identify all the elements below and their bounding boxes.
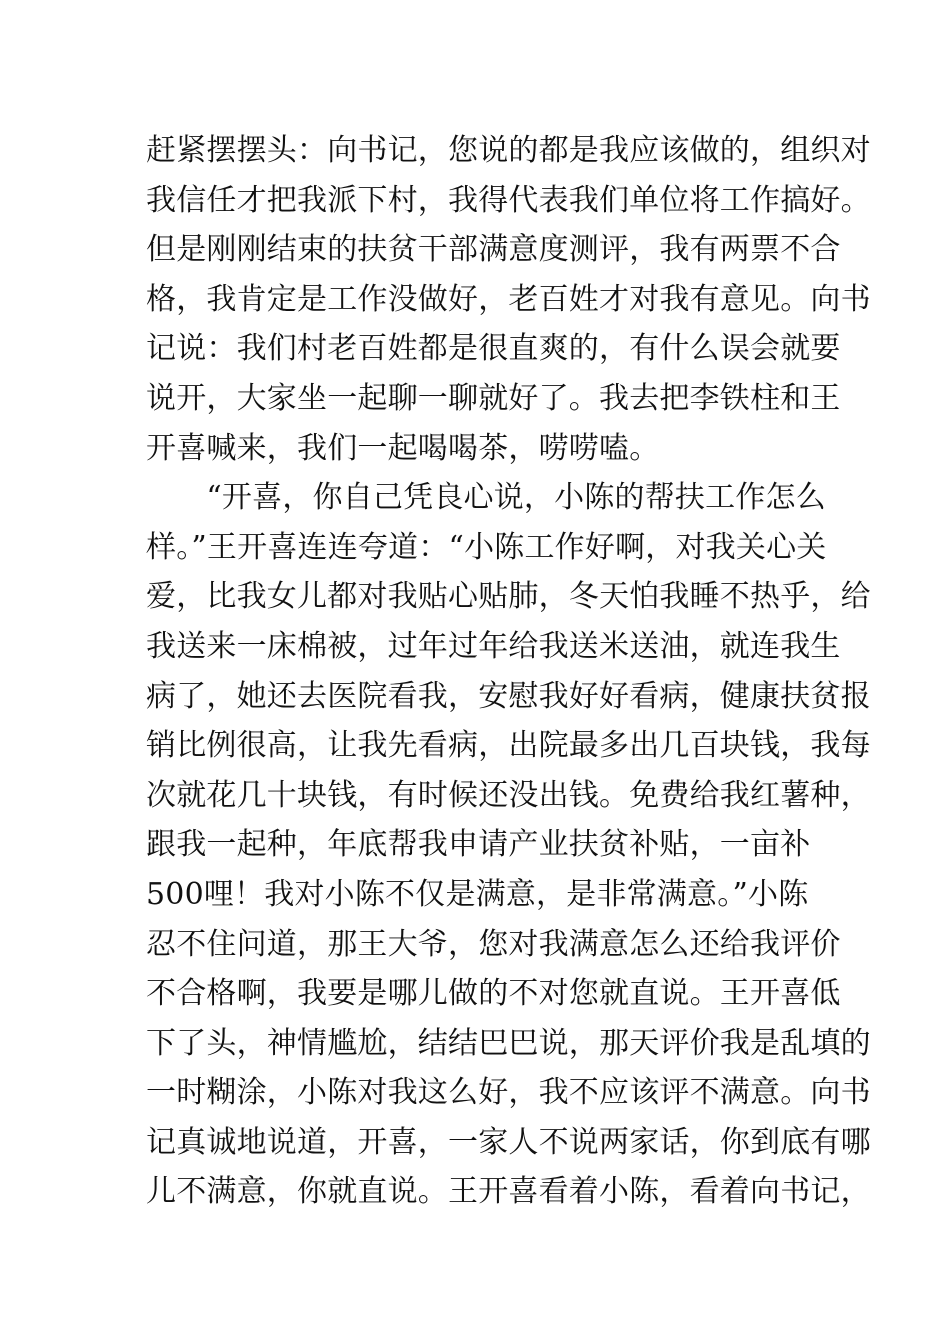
text-line: 我送来一床棉被，过年过年给我送米送油，就连我生 (146, 628, 841, 664)
text-line: 不合格啊，我要是哪儿做的不对您就直说。王开喜低 (146, 976, 841, 1012)
text-line: 爱，比我女儿都对我贴心贴肺，冬天怕我睡不热乎，给 (146, 579, 871, 615)
paragraph-start-line: “开喜，你自己凭良心说，小陈的帮扶工作怎么 (146, 480, 826, 516)
text-line: 记真诚地说道，开喜，一家人不说两家话，你到底有哪 (146, 1124, 871, 1160)
text-line: 开喜喊来，我们一起喝喝茶，唠唠嗑。 (146, 430, 660, 466)
text-line: 赶紧摆摆头：向书记，您说的都是我应该做的，组织对 (146, 133, 871, 168)
text-line: 样。”王开喜连连夸道：“小陈工作好啊，对我关心关 (146, 529, 827, 565)
text-line: 我信任才把我派下村，我得代表我们单位将工作搞好。 (146, 182, 871, 218)
text-line: 格，我肯定是工作没做好，老百姓才对我有意见。向书 (146, 281, 871, 317)
text-line: 次就花几十块钱，有时候还没出钱。免费给我红薯种， (146, 777, 871, 813)
text-line: 说开，大家坐一起聊一聊就好了。我去把李铁柱和王 (146, 380, 841, 416)
text-line: 一时糊涂，小陈对我这么好，我不应该评不满意。向书 (146, 1075, 871, 1111)
text-line: 销比例很高，让我先看病，出院最多出几百块钱，我每 (146, 728, 871, 764)
text-line: 但是刚刚结束的扶贫干部满意度测评，我有两票不合 (146, 232, 841, 268)
text-line: 儿不满意，你就直说。王开喜看着小陈，看着向书记， (146, 1174, 871, 1210)
body-text (146, 126, 871, 1217)
text-line: 忍不住问道，那王大爷，您对我满意怎么还给我评价 (146, 926, 841, 962)
text-line: 下了头，神情尴尬，结结巴巴说，那天评价我是乱填的 (146, 1025, 871, 1061)
text-line: 跟我一起种，年底帮我申请产业扶贫补贴，一亩补 (146, 827, 811, 863)
text-line: 病了，她还去医院看我，安慰我好好看病，健康扶贫报 (146, 678, 871, 714)
text-line: 500哩！我对小陈不仅是满意，是非常满意。”小陈 (146, 876, 809, 912)
text-line: 记说：我们村老百姓都是很直爽的，有什么误会就要 (146, 331, 841, 367)
